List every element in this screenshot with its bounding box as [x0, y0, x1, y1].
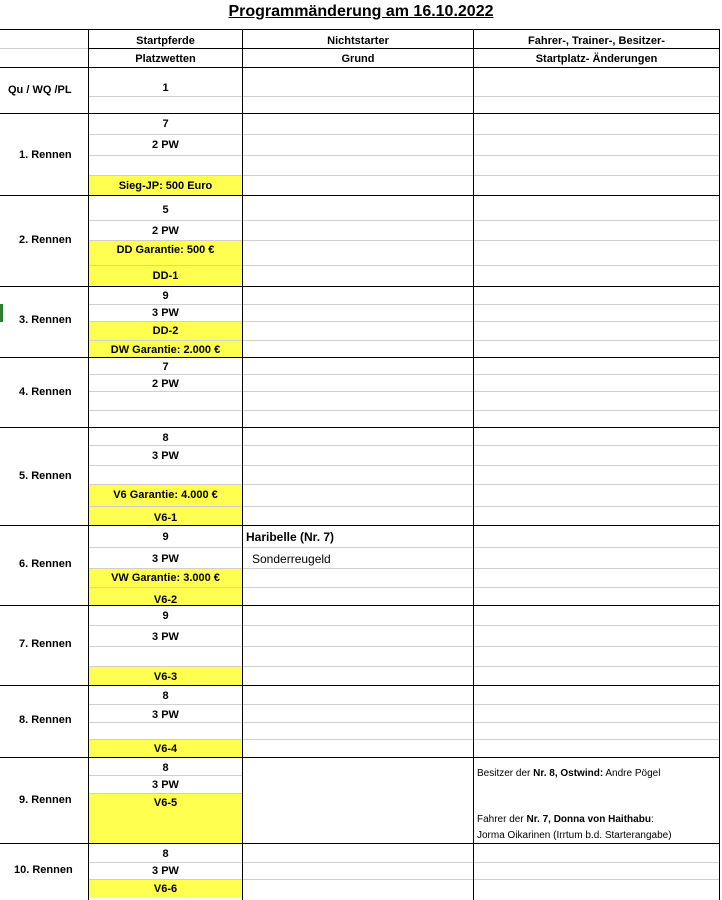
starters-count: 7 [162, 361, 169, 373]
row-marker [0, 304, 3, 322]
platzwetten-count: 2 PW [152, 225, 179, 237]
platzwetten-count: 3 PW [152, 631, 179, 643]
row-label: 10. Rennen [14, 864, 73, 876]
starters-count: 9 [162, 290, 169, 302]
change-owner: Besitzer der Nr. 8, Ostwind: Andre Pögel [477, 768, 661, 779]
pool-note: Sieg-JP: 500 Euro [118, 180, 213, 192]
nichtstarter-grund: Sonderreugeld [252, 552, 331, 566]
platzwetten-count: 3 PW [152, 709, 179, 721]
platzwetten-count: 3 PW [152, 553, 179, 565]
platzwetten-count: 3 PW [152, 450, 179, 462]
starters-count: 8 [162, 432, 169, 444]
row-label: 7. Rennen [19, 638, 72, 650]
platzwetten-count: 2 PW [152, 378, 179, 390]
change-driver: Fahrer der Nr. 7, Donna von Haithabu: [477, 814, 654, 825]
starters-count: 1 [162, 82, 169, 94]
starters-count: 8 [162, 848, 169, 860]
starters-count: 5 [162, 204, 169, 216]
row-label: 9. Rennen [19, 794, 72, 806]
platzwetten-count: 3 PW [152, 865, 179, 877]
row-label: 8. Rennen [19, 714, 72, 726]
pool-note: DD-1 [152, 270, 179, 282]
pool-note: V6 Garantie: 4.000 € [113, 489, 218, 501]
starters-count: 8 [162, 690, 169, 702]
pool-note: V6-4 [153, 743, 178, 755]
pool-note: DD Garantie: 500 € [116, 244, 215, 256]
starters-count: 7 [162, 118, 169, 130]
pool-note: V6-2 [153, 594, 178, 606]
header-changes-line2: Startplatz- Änderungen [535, 53, 658, 65]
row-label: 2. Rennen [19, 234, 72, 246]
platzwetten-count: 3 PW [152, 307, 179, 319]
platzwetten-count: 3 PW [152, 779, 179, 791]
change-driver-detail: Jorma Oikarinen (Irrtum b.d. Starterangabe) [477, 830, 672, 841]
header-platzwetten: Platzwetten [135, 53, 196, 65]
row-label: 1. Rennen [19, 149, 72, 161]
row-label: 3. Rennen [19, 314, 72, 326]
starters-count: 9 [162, 610, 169, 622]
pool-note: V6-6 [153, 883, 178, 895]
row-label: Qu / WQ /PL [8, 84, 72, 96]
pool-note: V6-3 [153, 671, 178, 683]
header-startpferde: Startpferde [136, 35, 195, 47]
nichtstarter-name: Haribelle (Nr. 7) [246, 530, 335, 544]
pool-note: VW Garantie: 3.000 € [111, 572, 220, 584]
header-nichtstarter: Nichtstarter [327, 35, 389, 47]
row-label: 4. Rennen [19, 386, 72, 398]
starters-count: 9 [162, 531, 169, 543]
starters-count: 8 [162, 762, 169, 774]
pool-note: DW Garantie: 2.000 € [110, 344, 221, 356]
platzwetten-count: 2 PW [152, 139, 179, 151]
pool-note: V6-5 [153, 797, 178, 809]
row-label: 5. Rennen [19, 470, 72, 482]
row-label: 6. Rennen [19, 558, 72, 570]
pool-note: DD-2 [152, 325, 179, 337]
pool-note: V6-1 [153, 512, 178, 524]
header-changes-line1: Fahrer-, Trainer-, Besitzer- [528, 35, 665, 47]
page-title: Programmänderung am 16.10.2022 [228, 3, 494, 20]
header-grund: Grund [341, 53, 375, 65]
